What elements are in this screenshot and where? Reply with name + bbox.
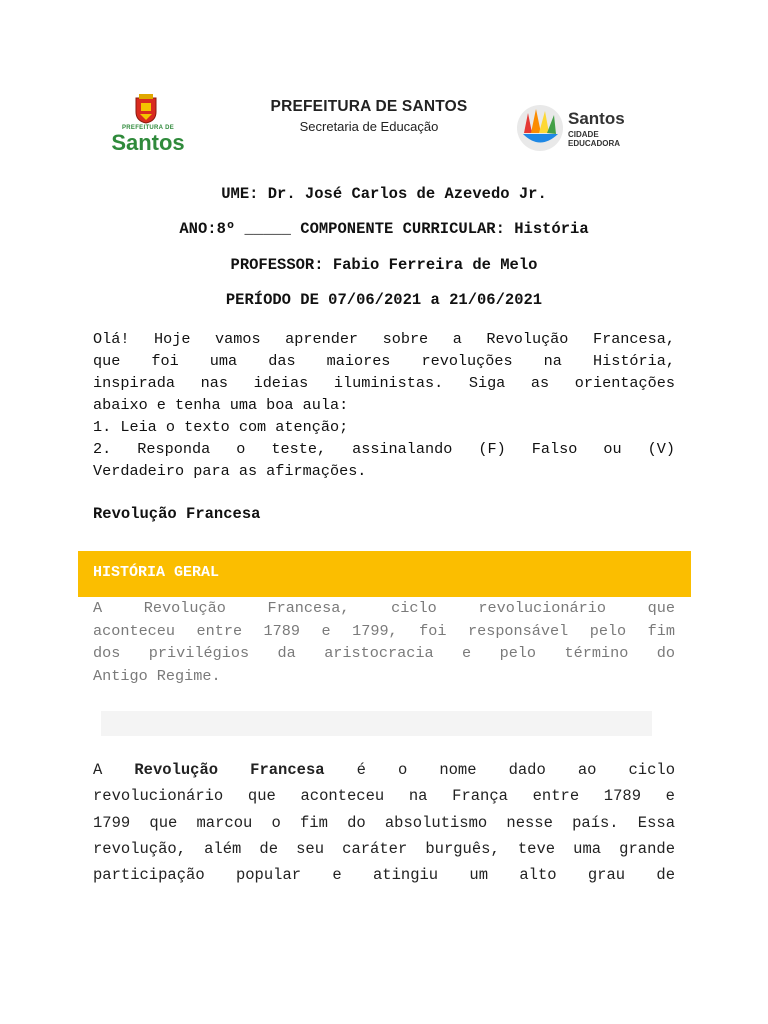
article-line-1 (93, 757, 675, 783)
intro-line: inspirada nas ideias iluministas. Siga as orientações (93, 374, 675, 392)
header-title: PREFEITURA DE SANTOS (270, 98, 468, 115)
instruction-2: 2. Responda o teste, assinalando (F) Falso ou (V) (93, 440, 675, 458)
right-logo-line3: EDUCADORA (568, 139, 620, 148)
article-bold-term: Revolução Francesa (134, 761, 325, 779)
article-prefix: A (93, 761, 103, 779)
right-logo-title: Santos (568, 109, 625, 128)
logo-small-text: PREFEITURA DE (121, 125, 174, 131)
document-header (94, 86, 678, 166)
colorful-hands-icon (514, 103, 566, 153)
article-line: revolucionário que aconteceu na França entre 1789 e (93, 787, 675, 806)
intro-line: abaixo e tenha uma boa aula: (93, 396, 349, 414)
city-crest-icon (134, 94, 158, 124)
intro-line: Olá! Hoje vamos aprender sobre a Revolução Francesa, (93, 330, 675, 348)
article-line: revolução, além de seu caráter burguês, teve uma grande (93, 839, 675, 858)
summary-line: A Revolução Francesa, ciclo revolucionário que (93, 599, 675, 617)
intro-line: que foi uma das maiores revoluções na História, (93, 352, 675, 370)
history-category-banner (78, 551, 691, 597)
logo-big-text: Santos (111, 130, 185, 155)
teacher-name: PROFESSOR: Fabio Ferreira de Melo (230, 256, 538, 274)
right-logo-line2: CIDADE (568, 130, 599, 139)
summary-line: dos privilégios da aristocracia e pelo término do (93, 644, 675, 662)
prefeitura-santos-logo (106, 94, 190, 158)
placeholder-box (101, 711, 652, 736)
summary-paragraph (93, 597, 675, 687)
santos-cidade-educadora-logo (514, 103, 644, 153)
article-line1-rest: é o nome dado ao ciclo (356, 761, 675, 779)
intro-line: Verdadeiro para as afirmações. (93, 462, 367, 480)
article-body (93, 757, 675, 888)
grade-subject: ANO:8º _____ COMPONENTE CURRICULAR: História (179, 220, 589, 238)
section-title: Revolução Francesa (93, 505, 261, 523)
school-name: UME: Dr. José Carlos de Azevedo Jr. (221, 185, 547, 203)
header-subtitle: Secretaria de Educação (299, 119, 439, 134)
period-range: PERÍODO DE 07/06/2021 a 21/06/2021 (225, 291, 543, 309)
instruction-1: 1. Leia o texto com atenção; (93, 418, 349, 436)
article-line: 1799 que marcou o fim do absolutismo nesse país. Essa (93, 813, 675, 832)
banner-label: HISTÓRIA GERAL (93, 564, 220, 581)
intro-paragraph (93, 328, 675, 482)
header-title-block (254, 98, 484, 134)
right-logo-subtitle (568, 130, 620, 148)
summary-line: aconteceu entre 1789 e 1799, foi responsável pelo fim (93, 621, 675, 640)
summary-line: Antigo Regime. (93, 666, 221, 685)
article-line: participação popular e atingiu um alto grau de (93, 866, 675, 885)
